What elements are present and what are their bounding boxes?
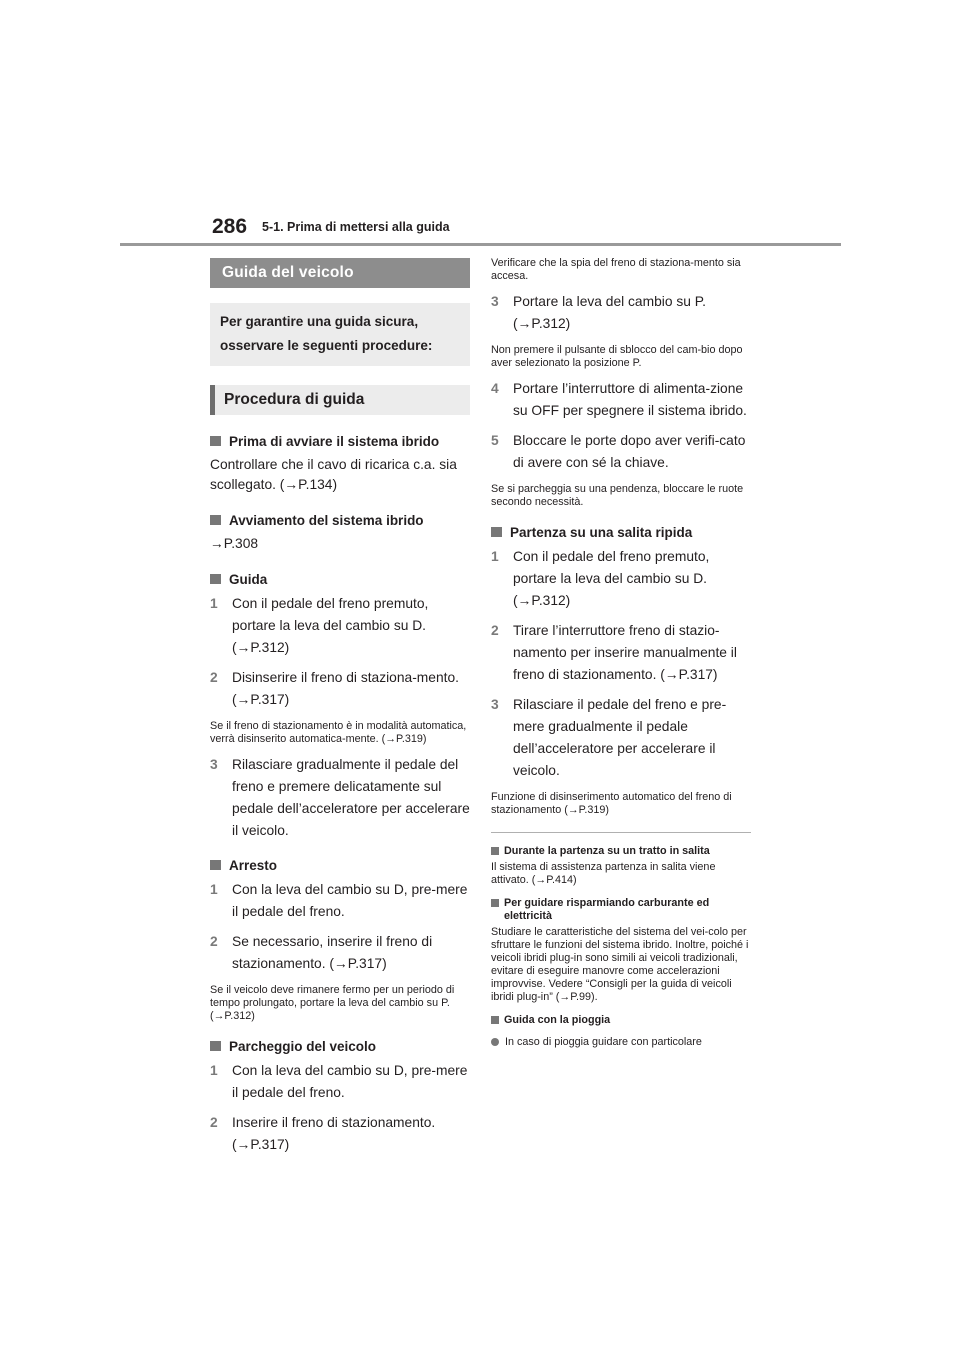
procedure-heading: Procedura di guida <box>210 385 470 415</box>
step: 3 Rilasciare gradualmente il pedale del freno e premere delicatamente sul pedale dell’acceleratore per accelerare il veicolo. <box>210 757 470 838</box>
section-title: 5-1. Prima di mettersi alla guida <box>262 220 450 234</box>
guida-heading: Guida del veicolo <box>210 258 470 288</box>
header-rule <box>120 243 841 246</box>
square-bullet-icon <box>210 1041 221 1051</box>
square-bullet-icon <box>210 860 221 870</box>
body-text: →P.308 <box>210 536 259 551</box>
subheading-risparmio: Per guidare risparmiando carburante ed elettricità <box>491 897 751 923</box>
square-bullet-icon <box>210 515 221 525</box>
right-column <box>491 257 751 1049</box>
square-bullet-icon <box>491 1016 499 1024</box>
note: Se si parcheggia su una pendenza, bloccare le ruote secondo necessità. <box>491 483 744 508</box>
page-header <box>212 212 772 252</box>
note: Se il veicolo deve rimanere fermo per un periodo di tempo prolungato, portare la leva del cambio su P. (→P.312) <box>210 984 455 1022</box>
square-bullet-icon <box>210 436 221 446</box>
subheading-avviamento: Avviamento del sistema ibrido <box>210 511 470 530</box>
subheading-arresto: Arresto <box>210 856 470 875</box>
small-text: Il sistema di assistenza partenza in salita viene attivato. (→P.414) <box>491 861 716 886</box>
note: Non premere il pulsante di sblocco del cam-bio dopo aver selezionato la posizione P. <box>491 344 743 369</box>
step: 5 Bloccare le porte dopo aver verifi-cato di avere con sé la chiave. <box>491 433 746 470</box>
step: 1 Con la leva del cambio su D, pre-mere il pedale del freno. <box>210 882 468 919</box>
subheading-pioggia: Guida con la pioggia <box>491 1014 751 1027</box>
subheading-guida: Guida <box>210 570 470 589</box>
subheading-parcheggio: Parcheggio del veicolo <box>210 1037 470 1056</box>
subheading-partenza-salita: Partenza su una salita ripida <box>491 523 751 542</box>
note: Funzione di disinserimento automatico del freno di stazionamento (→P.319) <box>491 791 732 816</box>
divider <box>491 832 751 833</box>
step: 2 Disinserire il freno di staziona-mento. (→P.317) <box>210 670 459 707</box>
step: 3 Portare la leva del cambio su P. (→P.312) <box>491 294 707 331</box>
step: 3 Rilasciare il pedale del freno e pre-mere gradualmente il pedale dell’acceleratore per accelerare il veicolo. <box>491 697 727 778</box>
left-column <box>210 258 470 1156</box>
square-bullet-icon <box>491 527 502 537</box>
step: 2 Tirare l’interruttore freno di stazio-namento per inserire manualmente il freno di stazionamento. (→P.317) <box>491 623 737 682</box>
step: 4 Portare l’interruttore di alimenta-zione su OFF per spegnere il sistema ibrido. <box>491 381 747 418</box>
step: 1 Con il pedale del freno premuto, portare la leva del cambio su D. (→P.312) <box>210 596 429 655</box>
list-item: In caso di pioggia guidare con particolare <box>491 1036 751 1049</box>
body-text: Controllare che il cavo di ricarica c.a. sia scollegato. (→P.134) <box>210 457 457 492</box>
step: 2 Se necessario, inserire il freno di stazionamento. (→P.317) <box>210 934 433 971</box>
step: 1 Con il pedale del freno premuto, portare la leva del cambio su D. (→P.312) <box>491 549 710 608</box>
square-bullet-icon <box>210 574 221 584</box>
small-text: Studiare le caratteristiche del sistema del vei-colo per sfruttare le funzioni del sistema ibrido. Inoltre, poiché i veicoli ibridi plug-in sono simili ai veicoli tradizionali, evitare di eseguire manovre come accelerazioni improvvise. Vedere “Consigli per la guida di veicoli ibridi plug-in” (→P.99). <box>491 926 749 1003</box>
step: 2 Inserire il freno di stazionamento. (→P.317) <box>210 1115 436 1152</box>
subheading-tratto-salita: Durante la partenza su un tratto in salita <box>491 845 751 858</box>
subheading-prima-avviare: Prima di avviare il sistema ibrido <box>210 432 470 451</box>
intro-box: Per garantire una guida sicura, osservare le seguenti procedure: <box>210 303 470 366</box>
page-number: 286 <box>212 215 248 238</box>
circle-bullet-icon <box>491 1038 499 1046</box>
note: Se il freno di stazionamento è in modalità automatica, verrà disinserito automatica-mente. (→P.319) <box>210 720 467 745</box>
square-bullet-icon <box>491 847 499 855</box>
square-bullet-icon <box>491 899 499 907</box>
step: 1 Con la leva del cambio su D, pre-mere il pedale del freno. <box>210 1063 468 1100</box>
note: Verificare che la spia del freno di staziona-mento sia accesa. <box>491 257 741 282</box>
